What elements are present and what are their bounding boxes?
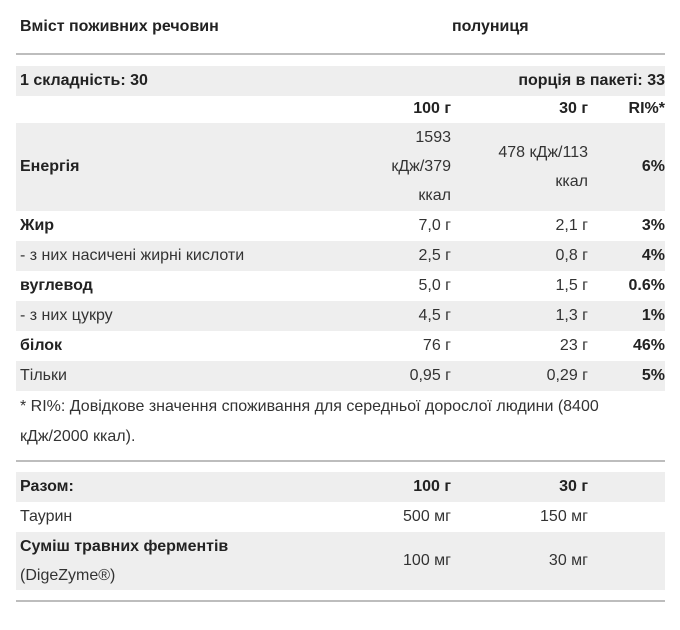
divider bbox=[16, 460, 665, 462]
serving-size: 1 складність: 30 bbox=[20, 72, 148, 89]
table-row bbox=[16, 301, 665, 331]
nutrient-per100: 7,0 г bbox=[418, 217, 451, 234]
extra-per100: 500 мг bbox=[403, 508, 451, 525]
col-per30: 30 г bbox=[559, 100, 588, 117]
table-row bbox=[16, 361, 665, 391]
nutrient-ri: 4% bbox=[641, 247, 665, 264]
servings-per-pack: порція в пакеті: 33 bbox=[518, 72, 665, 89]
nutrient-per100: 5,0 г bbox=[418, 277, 451, 294]
extra-per30: 30 мг bbox=[548, 552, 588, 569]
divider bbox=[16, 53, 665, 55]
ri-footnote: * RI%: Довідкове значення споживання для середньої дорослої людини (8400 кДж/2000 ккал). bbox=[20, 398, 599, 445]
nutrient-per100: 0,95 г bbox=[409, 367, 451, 384]
nutrient-name: - з них цукру bbox=[20, 307, 113, 324]
col-per100: 100 г bbox=[413, 100, 451, 117]
nutrient-name: вуглевод bbox=[20, 277, 93, 294]
nutrient-per30: 0,8 г bbox=[555, 247, 588, 264]
table-row bbox=[16, 331, 665, 361]
nutrient-name: Тільки bbox=[20, 367, 67, 384]
nutrient-per30: 23 г bbox=[559, 337, 588, 354]
divider bbox=[16, 600, 665, 602]
nutrient-per100: 76 г bbox=[422, 337, 451, 354]
extra-name: Таурин bbox=[20, 508, 73, 525]
table-row bbox=[16, 123, 665, 211]
extras-col-per100: 100 г bbox=[413, 478, 451, 495]
table-row bbox=[16, 271, 665, 301]
nutrient-per30: 1,3 г bbox=[555, 307, 588, 324]
nutrient-per30: 0,29 г bbox=[546, 367, 588, 384]
table-row bbox=[16, 532, 665, 590]
extras-col-per30: 30 г bbox=[559, 478, 588, 495]
nutrient-ri: 1% bbox=[641, 307, 665, 324]
nutrient-name: Жир bbox=[20, 217, 55, 234]
table-title: Вміст поживних речовин bbox=[20, 18, 219, 35]
table-row bbox=[16, 211, 665, 241]
nutrient-per30: 1,5 г bbox=[555, 277, 588, 294]
extra-name: Суміш травних ферментів bbox=[20, 538, 229, 555]
extra-per100: 100 мг bbox=[403, 552, 451, 569]
table-row bbox=[16, 241, 665, 271]
nutrient-per100: 4,5 г bbox=[418, 307, 451, 324]
extra-name-sub: (DigeZyme®) bbox=[20, 567, 116, 584]
nutrient-name: - з них насичені жирні кислоти bbox=[20, 247, 245, 264]
table-row bbox=[16, 502, 665, 532]
extras-header bbox=[16, 472, 665, 502]
nutrient-ri: 3% bbox=[641, 217, 665, 234]
nutrient-ri: 0.6% bbox=[628, 277, 665, 294]
nutrient-per100: 2,5 г bbox=[418, 247, 451, 264]
extra-per30: 150 мг bbox=[540, 508, 588, 525]
nutrient-ri: 46% bbox=[632, 337, 665, 354]
nutrient-per30: 478 кДж/113 ккал bbox=[498, 144, 588, 190]
nutrient-per100: 1593 кДж/379 ккал bbox=[391, 129, 451, 204]
nutrient-ri: 6% bbox=[641, 158, 665, 175]
table-header bbox=[16, 12, 665, 42]
nutrient-name: Енергія bbox=[20, 158, 80, 175]
serving-row bbox=[16, 66, 665, 96]
extras-label: Разом: bbox=[20, 478, 74, 495]
nutrient-per30: 2,1 г bbox=[555, 217, 588, 234]
nutrient-name: білок bbox=[20, 337, 63, 354]
flavor-label: полуниця bbox=[452, 18, 529, 35]
column-headers bbox=[16, 94, 665, 124]
nutrient-ri: 5% bbox=[641, 367, 665, 384]
col-ri: RI%* bbox=[628, 100, 665, 117]
